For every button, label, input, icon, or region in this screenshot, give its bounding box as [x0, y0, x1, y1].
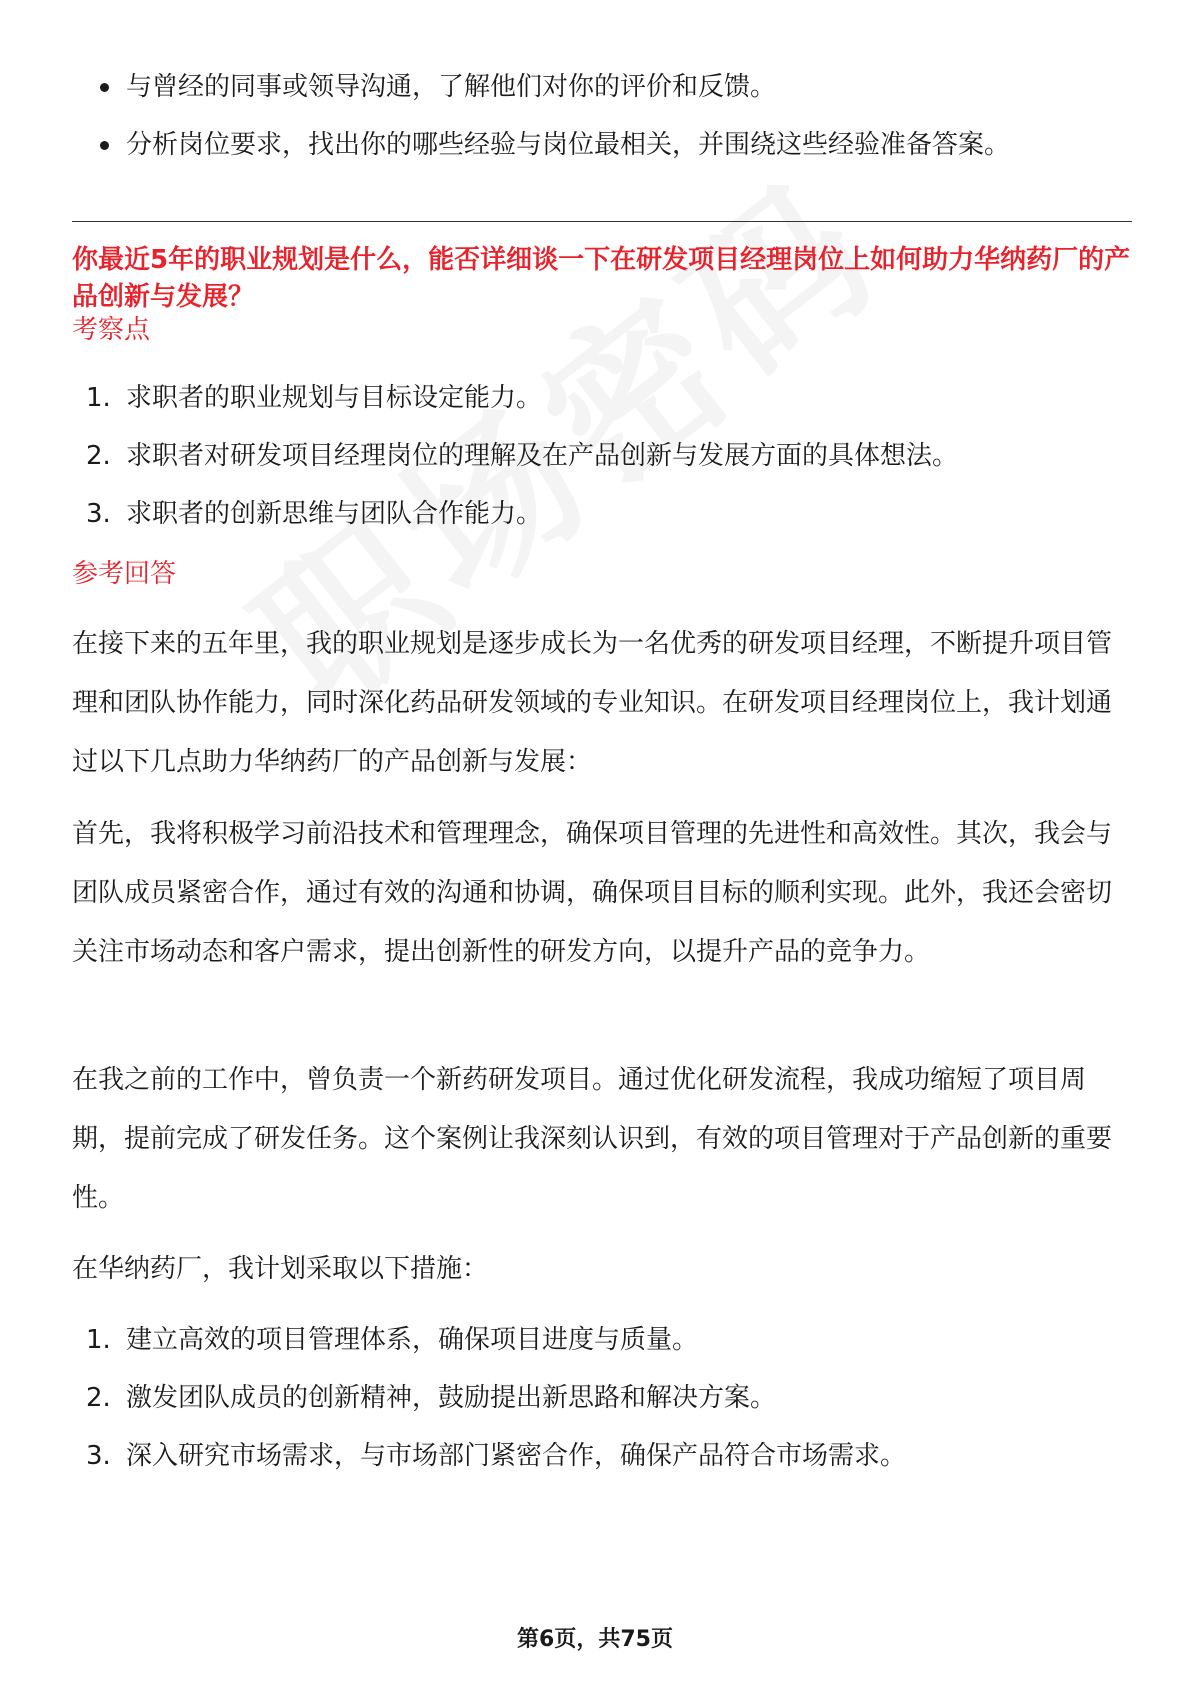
item-text: 求职者的创新思维与团队合作能力。	[126, 499, 543, 529]
section-divider	[72, 221, 1132, 222]
item-number: 2.	[86, 1383, 111, 1413]
answer-title: 参考回答	[72, 559, 177, 589]
list-item	[72, 1311, 1132, 1369]
list-item	[72, 116, 1132, 174]
item-text: 建立高效的项目管理体系，确保项目进度与质量。	[126, 1325, 699, 1355]
item-text: 激发团队成员的创新精神，鼓励提出新思路和解决方案。	[126, 1383, 777, 1413]
list-item	[72, 369, 1132, 427]
bullet-text: 与曾经的同事或领导沟通，了解他们对你的评价和反馈。	[126, 72, 777, 102]
answer-paragraph: 在我之前的工作中，曾负责一个新药研发项目。通过优化研发流程，我成功缩短了项目周期，提前完成了研发任务。这个案例让我深刻认识到，有效的项目管理对于产品创新的重要性。	[72, 1065, 1113, 1213]
assessment-title: 考察点	[72, 315, 151, 345]
list-item	[72, 1369, 1132, 1427]
item-number: 2.	[86, 441, 111, 471]
item-text: 深入研究市场需求，与市场部门紧密合作，确保产品符合市场需求。	[126, 1441, 907, 1471]
list-item	[72, 58, 1132, 116]
item-text: 求职者对研发项目经理岗位的理解及在产品创新与发展方面的具体想法。	[126, 441, 959, 471]
item-number: 3.	[86, 1441, 111, 1471]
question-heading: 你最近5年的职业规划是什么，能否详细谈一下在研发项目经理岗位上如何助力华纳药厂的产品创新与发展？	[72, 245, 1131, 312]
measures-list	[72, 1311, 1132, 1485]
assessment-list	[72, 369, 1132, 543]
item-text: 求职者的职业规划与目标设定能力。	[126, 383, 543, 413]
bullet-icon	[100, 141, 109, 150]
answer-paragraph: 在接下来的五年里，我的职业规划是逐步成长为一名优秀的研发项目经理，不断提升项目管理和团队协作能力，同时深化药品研发领域的专业知识。在研发项目经理岗位上，我计划通过以下几点助力华纳药厂的产品创新与发展：	[72, 629, 1113, 777]
bullet-text: 分析岗位要求，找出你的哪些经验与岗位最相关，并围绕这些经验准备答案。	[126, 130, 1011, 160]
item-number: 3.	[86, 499, 111, 529]
answer-paragraph: 首先，我将积极学习前沿技术和管理理念，确保项目管理的先进性和高效性。其次，我会与团队成员紧密合作，通过有效的沟通和协调，确保项目目标的顺利实现。此外，我还会密切关注市场动态和客户需求，提出创新性的研发方向，以提升产品的竞争力。	[72, 819, 1113, 967]
page-number: 第6页，共75页	[517, 1627, 673, 1652]
bullet-icon	[100, 83, 109, 92]
item-number: 1.	[86, 383, 111, 413]
list-item	[72, 427, 1132, 485]
list-item	[72, 485, 1132, 543]
intro-bullet-list	[72, 58, 1132, 174]
answer-paragraph: 在华纳药厂，我计划采取以下措施：	[72, 1254, 489, 1284]
item-number: 1.	[86, 1325, 111, 1355]
list-item	[72, 1427, 1132, 1485]
